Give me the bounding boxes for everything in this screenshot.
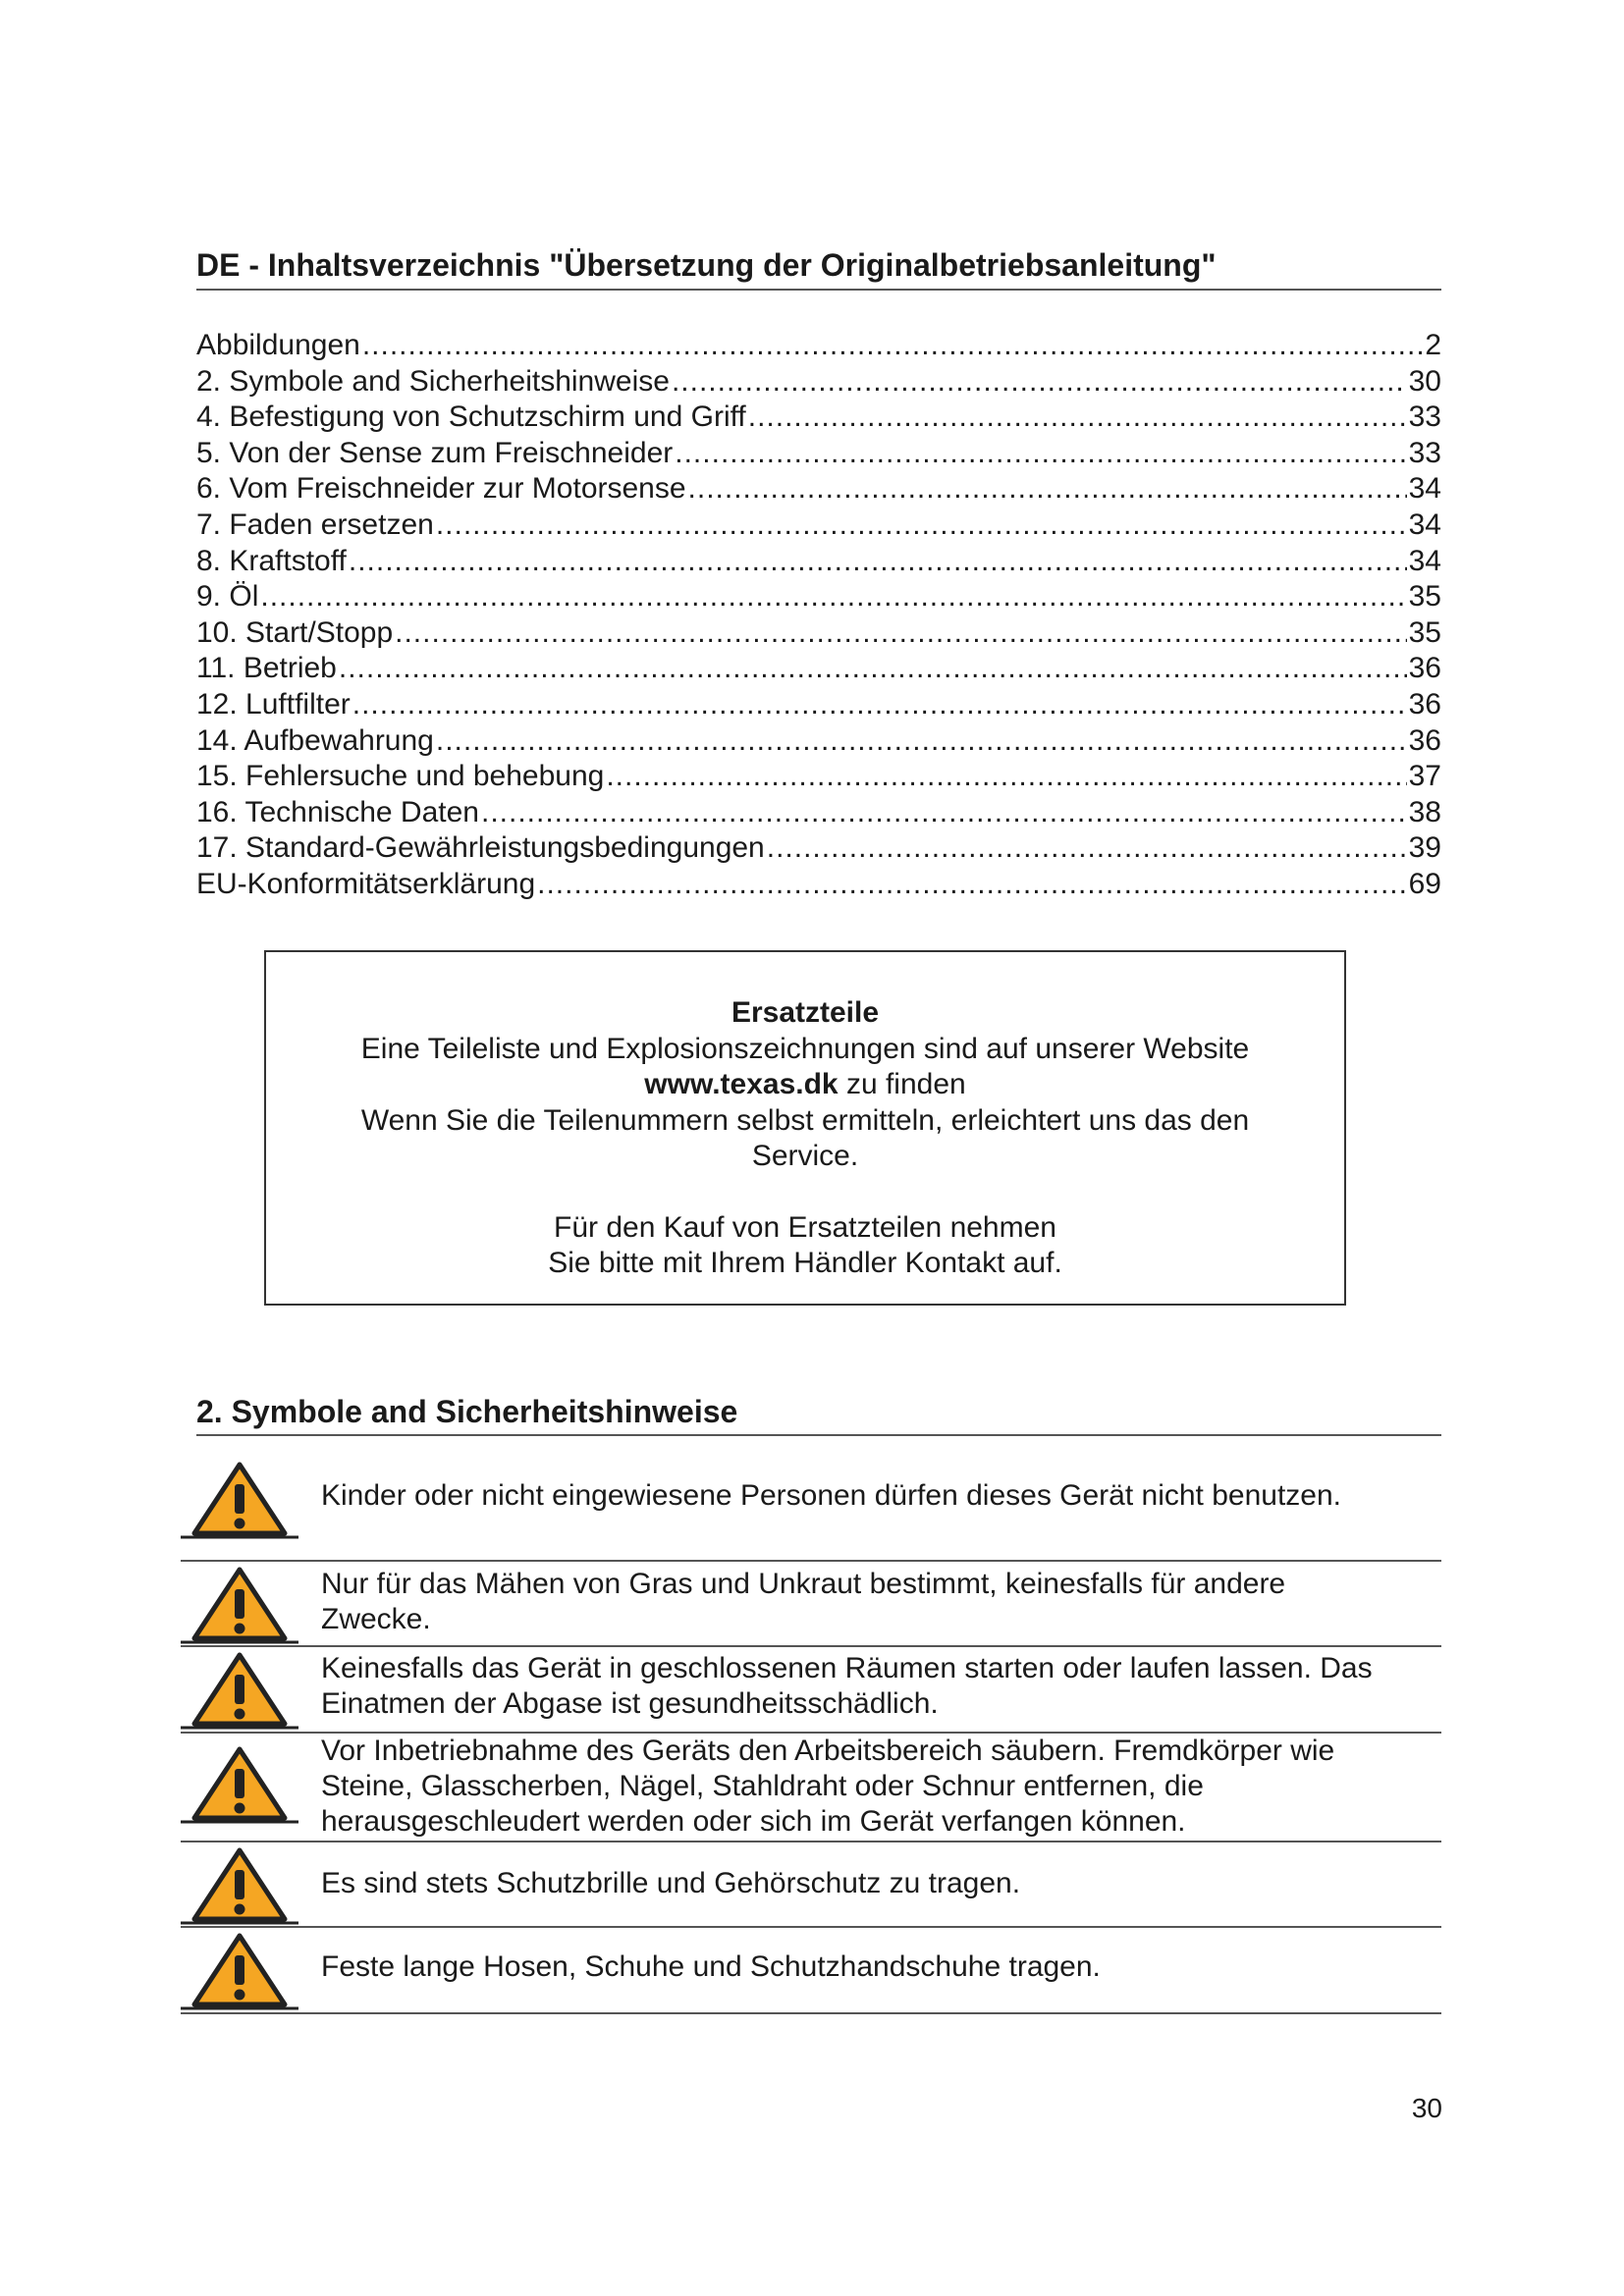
spare-parts-title: Ersatzteile [731, 996, 880, 1029]
safety-text-line: Es sind stets Schutzbrille und Gehörschutz zu tragen. [321, 1867, 1021, 1899]
toc-item-title: 16. Technische Daten [196, 795, 479, 828]
toc-item-page: 39 [1408, 831, 1441, 865]
toc-item-page: 36 [1408, 687, 1441, 721]
toc-item-page: 34 [1408, 544, 1441, 577]
toc-item-title: 9. Öl [196, 580, 259, 614]
spare-parts-url-line [266, 1067, 1344, 1103]
safety-item [181, 1734, 1441, 1842]
toc-item-title: 7. Faden ersetzen [196, 507, 434, 541]
toc-item-title: 17. Standard-Gewährleistungsbedingungen [196, 831, 765, 865]
safety-text-line: Nur für das Mähen von Gras und Unkraut bestimmt, keinesfalls für andere [321, 1568, 1286, 1600]
website-link[interactable]: www.texas.dk [644, 1068, 839, 1100]
toc-leader-dots [748, 400, 1407, 436]
safety-item [181, 1842, 1441, 1928]
safety-text-line: Einatmen der Abgase ist gesundheitsschädlich. [321, 1687, 939, 1720]
spare-parts-line: Service. [751, 1140, 859, 1172]
toc-item[interactable] [196, 579, 1441, 615]
toc-item-page: 69 [1408, 867, 1441, 900]
warning-icon [181, 1459, 298, 1541]
page-number: 30 [1411, 2093, 1442, 2123]
safety-list [181, 1447, 1441, 2014]
safety-text-line: Zwecke. [321, 1603, 431, 1635]
toc-leader-dots [688, 471, 1407, 507]
safety-item [181, 1562, 1441, 1647]
toc-item-title: Abbildungen [196, 329, 360, 361]
safety-text-line: Feste lange Hosen, Schuhe und Schutzhandschuhe tragen. [321, 1950, 1101, 1983]
toc-item-title: 10. Start/Stopp [196, 615, 394, 649]
toc-leader-dots [675, 436, 1406, 472]
safety-text-line: Steine, Glasscherben, Nägel, Stahldraht oder Schnur entfernen, die [321, 1770, 1204, 1802]
toc-item-title: 5. Von der Sense zum Freischneider [196, 436, 674, 469]
toc-leader-dots [537, 867, 1406, 903]
safety-text-line: Vor Inbetriebnahme des Geräts den Arbeitsbereich säubern. Fremdkörper wie [321, 1735, 1335, 1767]
toc-leader-dots [767, 830, 1407, 867]
toc-item-page: 36 [1408, 723, 1441, 757]
toc-leader-dots [436, 507, 1407, 544]
spare-parts-line: Eine Teileliste und Explosionszeichnungen sind auf unserer Website [360, 1032, 1250, 1065]
toc-item[interactable] [196, 471, 1441, 507]
toc-item[interactable] [196, 507, 1441, 544]
toc-item[interactable] [196, 795, 1441, 831]
toc-item-page: 36 [1408, 652, 1441, 685]
safety-text-line: herausgeschleudert werden oder sich im Gerät verfangen können. [321, 1805, 1186, 1838]
toc-leader-dots [339, 651, 1407, 687]
safety-text [321, 1949, 1441, 1985]
safety-item [181, 1928, 1441, 2014]
toc-item-page: 35 [1408, 580, 1441, 614]
toc-item-title: 14. Aufbewahrung [196, 723, 434, 757]
spare-parts-box [264, 950, 1346, 1306]
toc-item[interactable] [196, 830, 1441, 867]
toc-item-title: 2. Symbole and Sicherheitshinweise [196, 364, 670, 398]
spare-parts-line: Für den Kauf von Ersatzteilen nehmen [554, 1210, 1056, 1244]
toc-item[interactable] [196, 544, 1441, 580]
toc-item-page: 34 [1408, 507, 1441, 541]
toc-leader-dots [352, 687, 1407, 723]
spare-parts-line: Wenn Sie die Teilenummern selbst ermitteln, erleichtert uns das den [360, 1103, 1250, 1137]
toc-item[interactable] [196, 364, 1441, 400]
toc-item-title: 11. Betrieb [196, 652, 337, 685]
toc-leader-dots [362, 328, 1423, 364]
safety-item [181, 1647, 1441, 1734]
safety-text [321, 1734, 1441, 1840]
spare-parts-line-rest: zu finden [838, 1068, 966, 1100]
toc-item-page: 38 [1408, 795, 1441, 828]
toc-leader-dots [481, 795, 1407, 831]
safety-text [321, 1567, 1441, 1637]
toc-leader-dots [672, 364, 1407, 400]
toc-item[interactable] [196, 436, 1441, 472]
toc-item[interactable] [196, 400, 1441, 436]
safety-text-line: Keinesfalls das Gerät in geschlossenen Räumen starten oder laufen lassen. Das [321, 1652, 1373, 1684]
toc-item-title: 6. Vom Freischneider zur Motorsense [196, 472, 686, 506]
toc-item[interactable] [196, 867, 1441, 903]
toc-item-page: 33 [1408, 400, 1441, 434]
toc-item-title: 8. Kraftstoff [196, 544, 347, 577]
safety-text [321, 1651, 1441, 1722]
toc-item-title: 4. Befestigung von Schutzschirm und Griff [196, 400, 746, 434]
warning-icon [181, 1564, 298, 1646]
warning-icon [181, 1649, 298, 1732]
toc-list [196, 328, 1441, 903]
toc-item[interactable] [196, 723, 1441, 760]
toc-item-page: 35 [1408, 615, 1441, 649]
toc-leader-dots [436, 723, 1407, 760]
toc-item-page: 34 [1408, 472, 1441, 506]
toc-item-page: 2 [1425, 329, 1441, 361]
toc-item-page: 33 [1408, 436, 1441, 469]
warning-icon [181, 1930, 298, 2012]
toc-item[interactable] [196, 759, 1441, 795]
warning-icon [181, 1844, 298, 1927]
spare-parts-line: Sie bitte mit Ihrem Händler Kontakt auf. [548, 1247, 1062, 1279]
safety-text-line: Kinder oder nicht eingewiesene Personen dürfen dieses Gerät nicht benutzen. [321, 1479, 1341, 1512]
toc-item-page: 30 [1408, 364, 1441, 398]
toc-item-title: 12. Luftfilter [196, 687, 351, 721]
toc-leader-dots [349, 544, 1407, 580]
warning-icon [181, 1743, 298, 1826]
toc-leader-dots [260, 579, 1406, 615]
toc-item[interactable] [196, 651, 1441, 687]
toc-heading: DE - Inhaltsverzeichnis "Übersetzung der Originalbetriebsanleitung" [196, 248, 1441, 291]
toc-leader-dots [606, 759, 1406, 795]
safety-text [321, 1866, 1441, 1901]
spacer [266, 1175, 1344, 1210]
toc-item[interactable] [196, 328, 1441, 364]
toc-item-title: EU-Konformitätserklärung [196, 867, 536, 900]
section-heading: 2. Symbole and Sicherheitshinweise [196, 1395, 1441, 1436]
toc-item-title: 15. Fehlersuche und behebung [196, 760, 605, 793]
toc-item-page: 37 [1408, 760, 1441, 793]
safety-item [181, 1447, 1441, 1562]
toc-item[interactable] [196, 615, 1441, 652]
toc-item[interactable] [196, 687, 1441, 723]
toc-leader-dots [395, 615, 1406, 652]
safety-text [321, 1478, 1441, 1514]
